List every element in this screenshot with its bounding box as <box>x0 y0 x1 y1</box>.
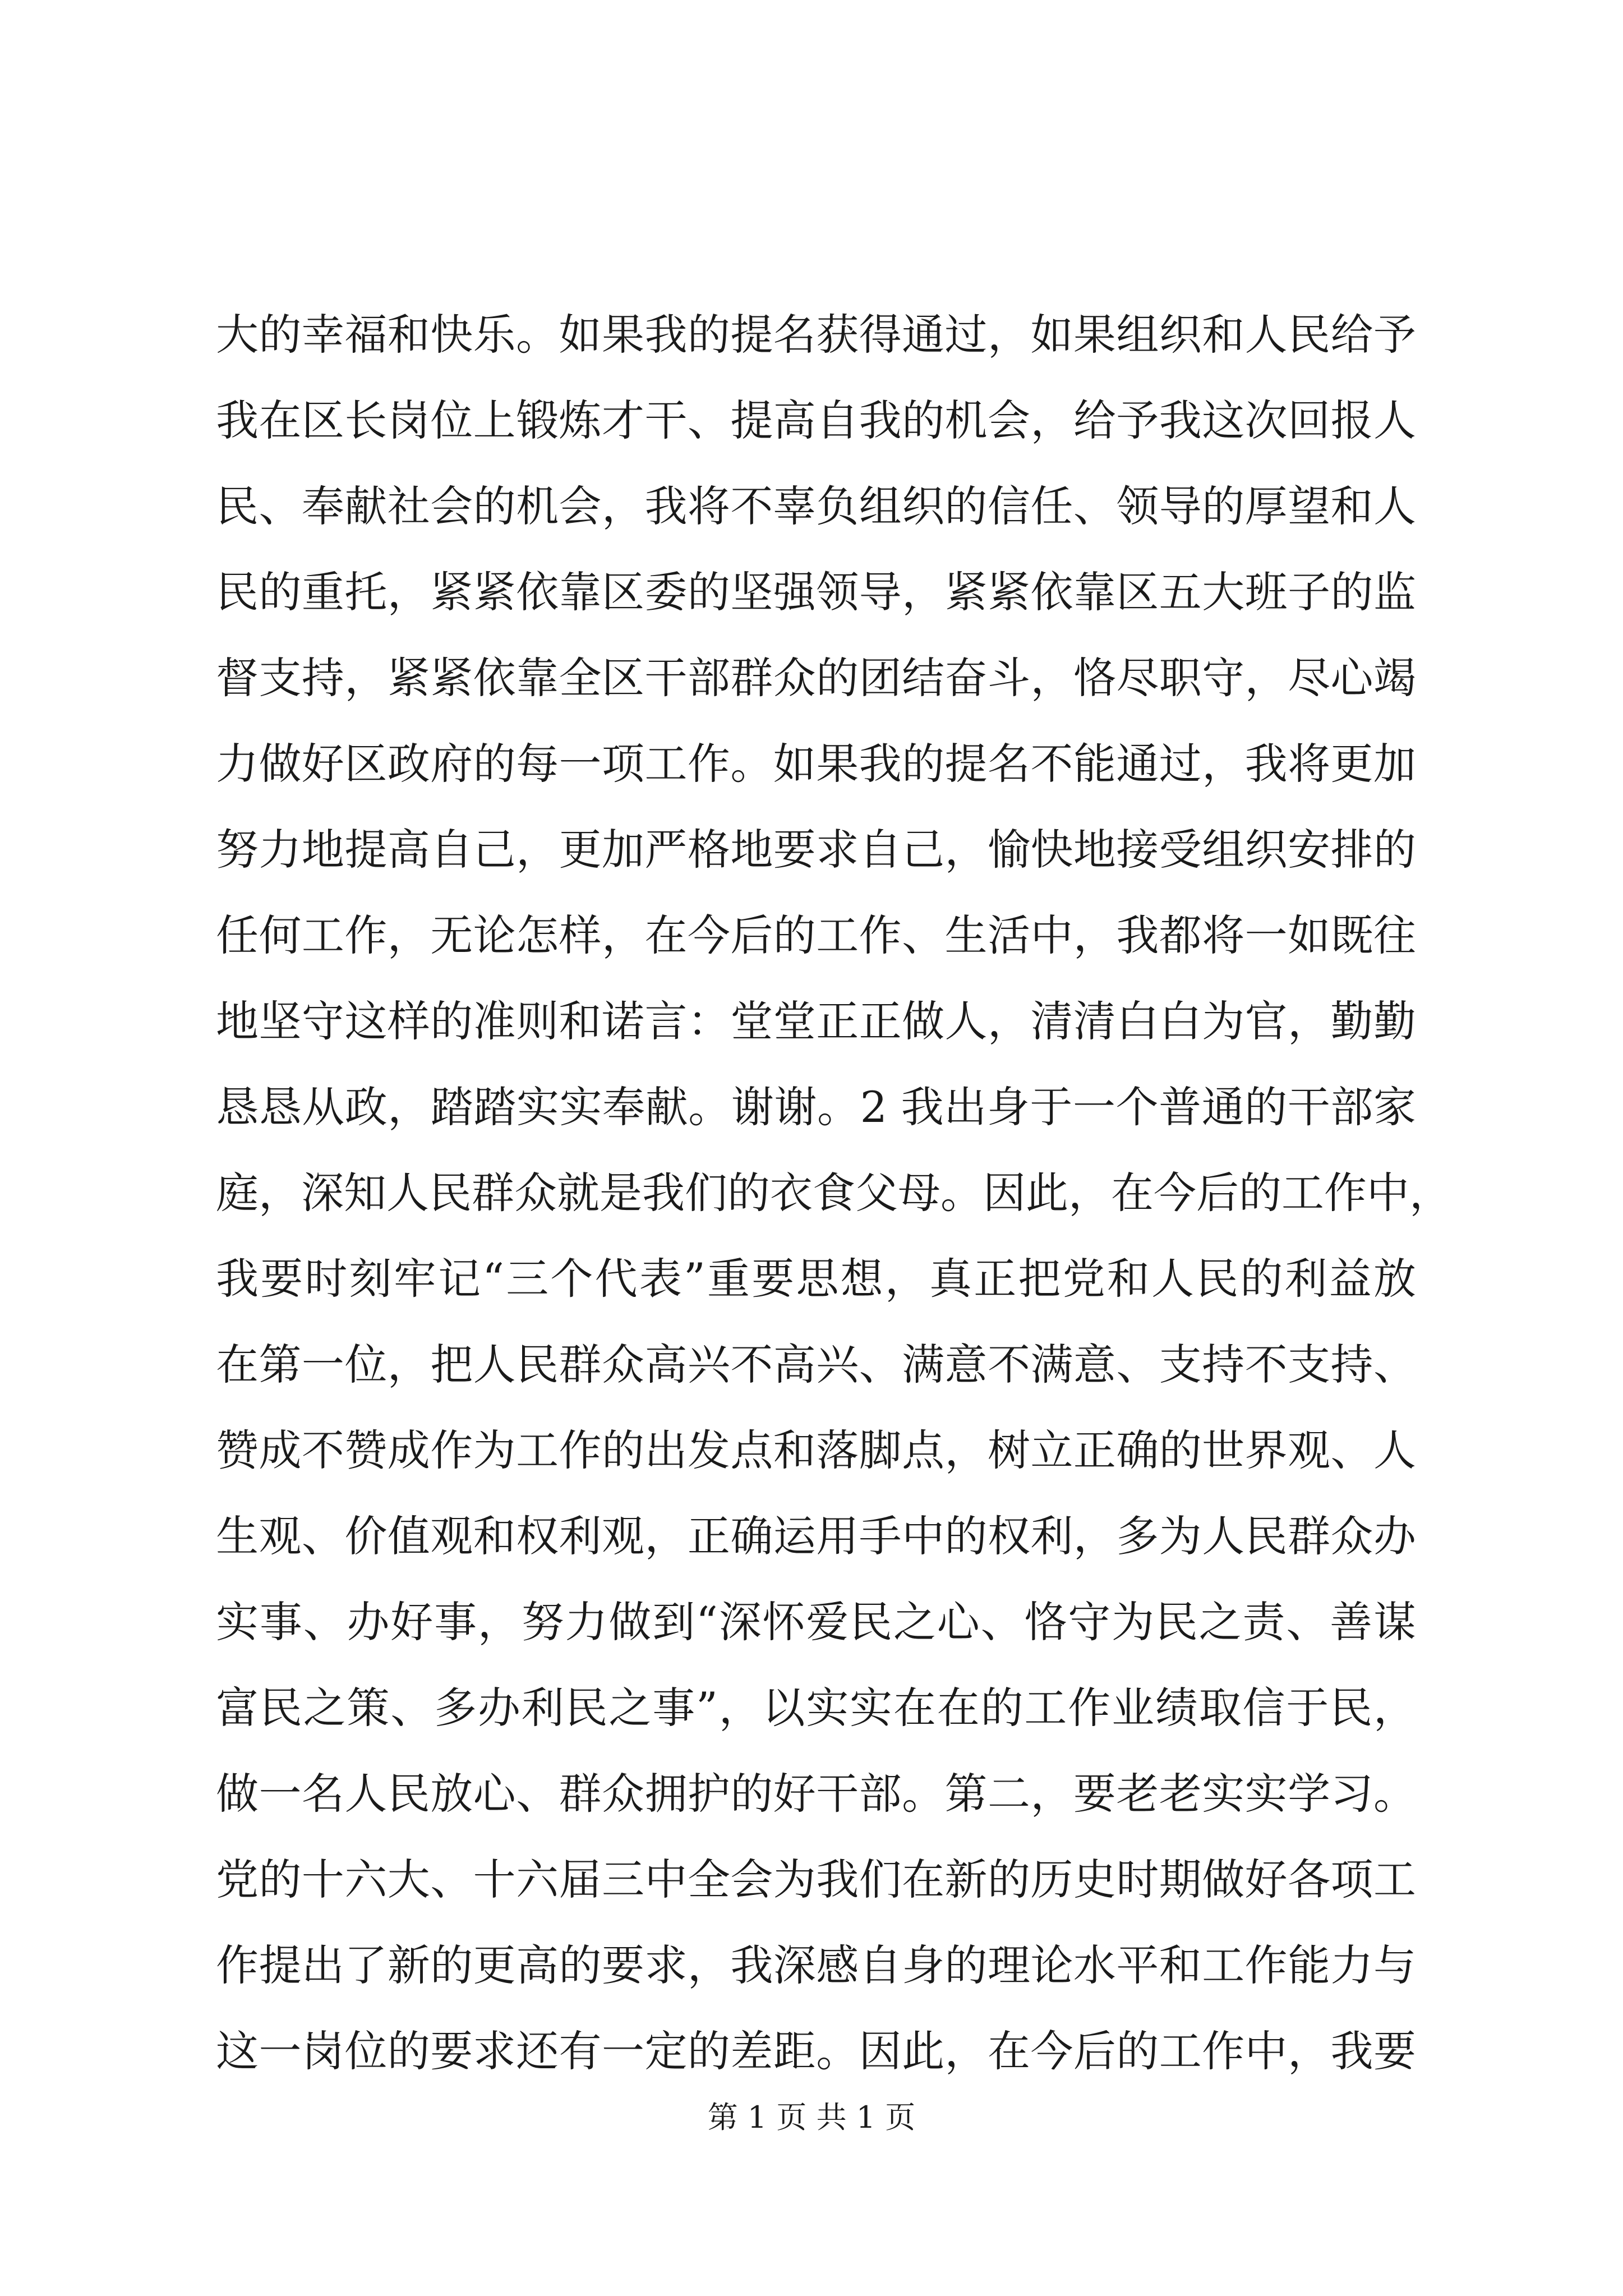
text-line-1: 大的幸福和快乐。如果我的提名获得通过，如果组织和人民给予 <box>216 310 1416 360</box>
text-line-17: 富民之策、多办利民之事”，以实实在在的工作业绩取信于民， <box>216 1683 1416 1733</box>
text-line-18: 做一名人民放心、群众拥护的好干部。第二，要老老实实学习。 <box>216 1769 1416 1819</box>
text-line-15: 生观、价值观和权利观，正确运用手中的权利，多为人民群众办 <box>216 1511 1416 1561</box>
page-footer <box>0 2098 1623 2137</box>
text-line-21: 这一岗位的要求还有一定的差距。因此，在今后的工作中，我要 <box>216 2026 1416 2076</box>
text-line-3: 民、奉献社会的机会，我将不辜负组织的信任、领导的厚望和人 <box>216 481 1416 531</box>
text-line-16: 实事、办好事，努力做到“深怀爱民之心、恪守为民之责、善谋 <box>216 1597 1416 1647</box>
text-line-2: 我在区长岗位上锻炼才干、提高自我的机会，给予我这次回报人 <box>216 395 1416 445</box>
text-line-14: 赞成不赞成作为工作的出发点和落脚点，树立正确的世界观、人 <box>216 1425 1416 1475</box>
text-line-7: 努力地提高自己，更加严格地要求自己，愉快地接受组织安排的 <box>216 825 1416 875</box>
document-body <box>216 292 1452 2094</box>
text-line-19: 党的十六大、十六届三中全会为我们在新的历史时期做好各项工 <box>216 1855 1416 1904</box>
page-number-label: 第 1 页 共 1 页 <box>707 2100 916 2135</box>
text-line-12: 我要时刻牢记“三个代表”重要思想，真正把党和人民的利益放 <box>216 1254 1416 1304</box>
text-line-20: 作提出了新的更高的要求，我深感自身的理论水平和工作能力与 <box>216 1940 1416 1990</box>
text-line-4: 民的重托，紧紧依靠区委的坚强领导，紧紧依靠区五大班子的监 <box>216 567 1416 617</box>
text-line-13: 在第一位，把人民群众高兴不高兴、满意不满意、支持不支持、 <box>216 1340 1416 1389</box>
text-line-10: 恳恳从政，踏踏实实奉献。谢谢。2 我出身于一个普通的干部家 <box>216 1082 1416 1132</box>
text-line-6: 力做好区政府的每一项工作。如果我的提名不能通过，我将更加 <box>216 739 1416 789</box>
text-line-9: 地坚守这样的准则和诺言：堂堂正正做人，清清白白为官，勤勤 <box>216 996 1416 1046</box>
text-line-8: 任何工作，无论怎样，在今后的工作、生活中，我都将一如既往 <box>216 910 1416 960</box>
text-line-5: 督支持，紧紧依靠全区干部群众的团结奋斗，恪尽职守，尽心竭 <box>216 653 1416 703</box>
text-line-11: 庭，深知人民群众就是我们的衣食父母。因此，在今后的工作中， <box>216 1168 1452 1218</box>
